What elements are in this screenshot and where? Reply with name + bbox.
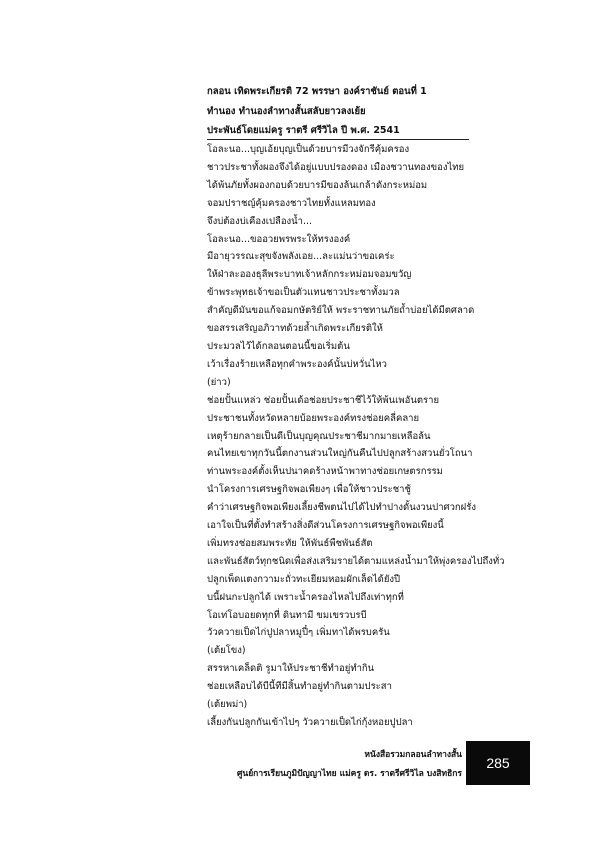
poem-line: ช่อยปั้นแหล่ว ช่อยปั้นเด้อช่อยประชาชีไว้ให้พ้นเพอันตราย [207, 394, 440, 406]
poem-line: โอเท่โอบอยดทุกที่ ดินทามี ขมเขรวบรบี [207, 609, 367, 621]
poem-melody: ทำนอง ทำนองลำทางสั้นสลับยาวลงเย้ย [207, 105, 366, 117]
poem-line: เอาใจเป็นที่ตั้งทำสร้างสิ่งดีส่วนโครงการเศรษฐกิจพอเพียงนี้ [207, 520, 444, 532]
poem-line: ปลูกเพ็ดแตงกวามะถั่วทะเยียมหอมผักเล็ดได้ยังปี [207, 573, 401, 585]
poem-body [207, 141, 507, 732]
poem-line: เลี้ยงกันปลูกกันเข้าไปๆ วัวควายเป็ดไก่กุ้งหอยปูปลา [207, 717, 413, 728]
poem-title: กลอน เทิดพระเกียรติ 72 พรรษา องค์ราชันย์ ตอนที่ 1 [207, 86, 427, 97]
poem-line: เว้าเรื่องร้ายเหลือทุกคำพระองค์นั้นบ่หวั่นไหว [207, 358, 388, 370]
poem-line: คนไทยเขาทุกวันนี้ตกงานส่วนใหญ่กันคืนไปปลูกสร้างสวนยั่วโถนา [207, 448, 473, 460]
poem-line: วัวควายเป็ดไก่ปูปลาหมูปี๋ๆ เพิ่มทาได้พรบครัน [207, 627, 390, 639]
poem-line: มีอายุวรรณะสุขจังพลังเอย...ละแม่นว่าขอเคร่ะ [207, 251, 395, 263]
page-footer [207, 746, 462, 784]
poem-line: (ย่าว) [207, 376, 231, 388]
poem-line: โอละนอ...บุญเอ้ยบุญเป็นด้วยบารมีวงจักรีคุ้มครอง [207, 144, 410, 155]
poem-line: ข้าพระพุทธเจ้าขอเป็นตัวแทนชาวประชาทั้งมวล [207, 287, 400, 299]
poem-line: ให้ฝ่าละอองธุลีพระบาทเจ้าหลักกระหม่อมจอมขวัญ [207, 269, 412, 281]
poem-line: ขอสรรเสริญอภิวาทด้วยล้ำเกิดพระเกียรติให้ [207, 323, 383, 335]
page-number: 285 [466, 741, 530, 785]
poem-line: บนี้ฝนกะปลูกได้ เพราะน้ำครองไหลไปถึงเท่าทุกที่ [207, 591, 404, 603]
poem-line: เพิ่มทรงช่อยสมพระทัย ให้พันธ์พืชพันธ์สัต [207, 537, 373, 549]
poem-line: (เต้ยโขง) [207, 645, 246, 657]
poem-line: ได้พ้นภัยทั้งผองกอบด้วยบารมีของล้นเกล้าดังกระหม่อม [207, 179, 428, 191]
poem-line: จึงบ่ต้องบ่เคืองเปลืองน้ำ... [207, 215, 313, 227]
poem-line: ประมวลไว้ได้กลอนตอนนี้ขอเริ่มต้น [207, 340, 350, 352]
poem-line: โอละนอ...ขออวยพรพระให้ทรงองค์ [207, 233, 351, 245]
poem-line: เหตุร้ายกลายเป็นดีเป็นบุญคุณประชาชีมากมายเหลือล้น [207, 430, 431, 442]
poem-line: และพันธ์สัตว์ทุกชนิดเพื่อส่งเสริมรายได้ตามแหล่งน้ำมาให้พุ่งครองไปถึงทั่ว [207, 555, 505, 567]
poem-line: (เต้ยพม่า) [207, 699, 248, 711]
poem-line: ชาวประชาทั้งผองจึงได้อยู่แบบปรองดอง เมืองชวานทองของไทย [207, 161, 465, 173]
poem-header [207, 82, 507, 141]
poem-line: ช่อยเหลือบได้บีนี้ทีมีสิ้นทำอยู่ทำกินตามประสา [207, 681, 392, 693]
poem-line: ประชาชนทั้งหวัดหลายบ้อยพระองค์ทรงช่อยคลี่คลาย [207, 412, 420, 424]
poem-line: สำคัญดีมันขอแก้จอมกษัตริย์ให้ พระราชทานภัยถ้ำบ่อยได้มีตศลาด [207, 305, 475, 317]
poem-line: คำว่าเศรษฐกิจพอเพียงเลี้ยงชีพตนไปได้ไปทำปางดั้นงวนปาศวกฝรั่ง [207, 502, 476, 514]
poem-line: ท่านพระองค์ตั้งเห็นปนาคดร้างหน้าพาทางช่อยเกษตรกรรม [207, 466, 443, 478]
header-divider [207, 139, 469, 140]
footer-institution: ศูนย์การเรียนภูมิปัญญาไทย แม่ครู ดร. ราตรีศรีวิไล บงสิทธิกร [236, 769, 462, 779]
poem-line: นำโครงการเศรษฐกิจพอเพียงๆ เพื่อให้ชาวประชาชู้ [207, 484, 411, 496]
footer-book-title: หนังสือรวมกลอนลำทางสั้น [364, 750, 462, 760]
poem-author: ประพันธ์โดยแม่ครู ราตรี ศรีวิไล ปี พ.ศ. 2541 [207, 125, 400, 136]
poem-line: สรรหาเคล็ดติ รูมาให้ประชาชีทำอยู่ทำกิน [207, 663, 375, 675]
poem-line: จอมปราชญ์คุ้มครองชาวไทยทั้งแหลมทอง [207, 197, 376, 209]
